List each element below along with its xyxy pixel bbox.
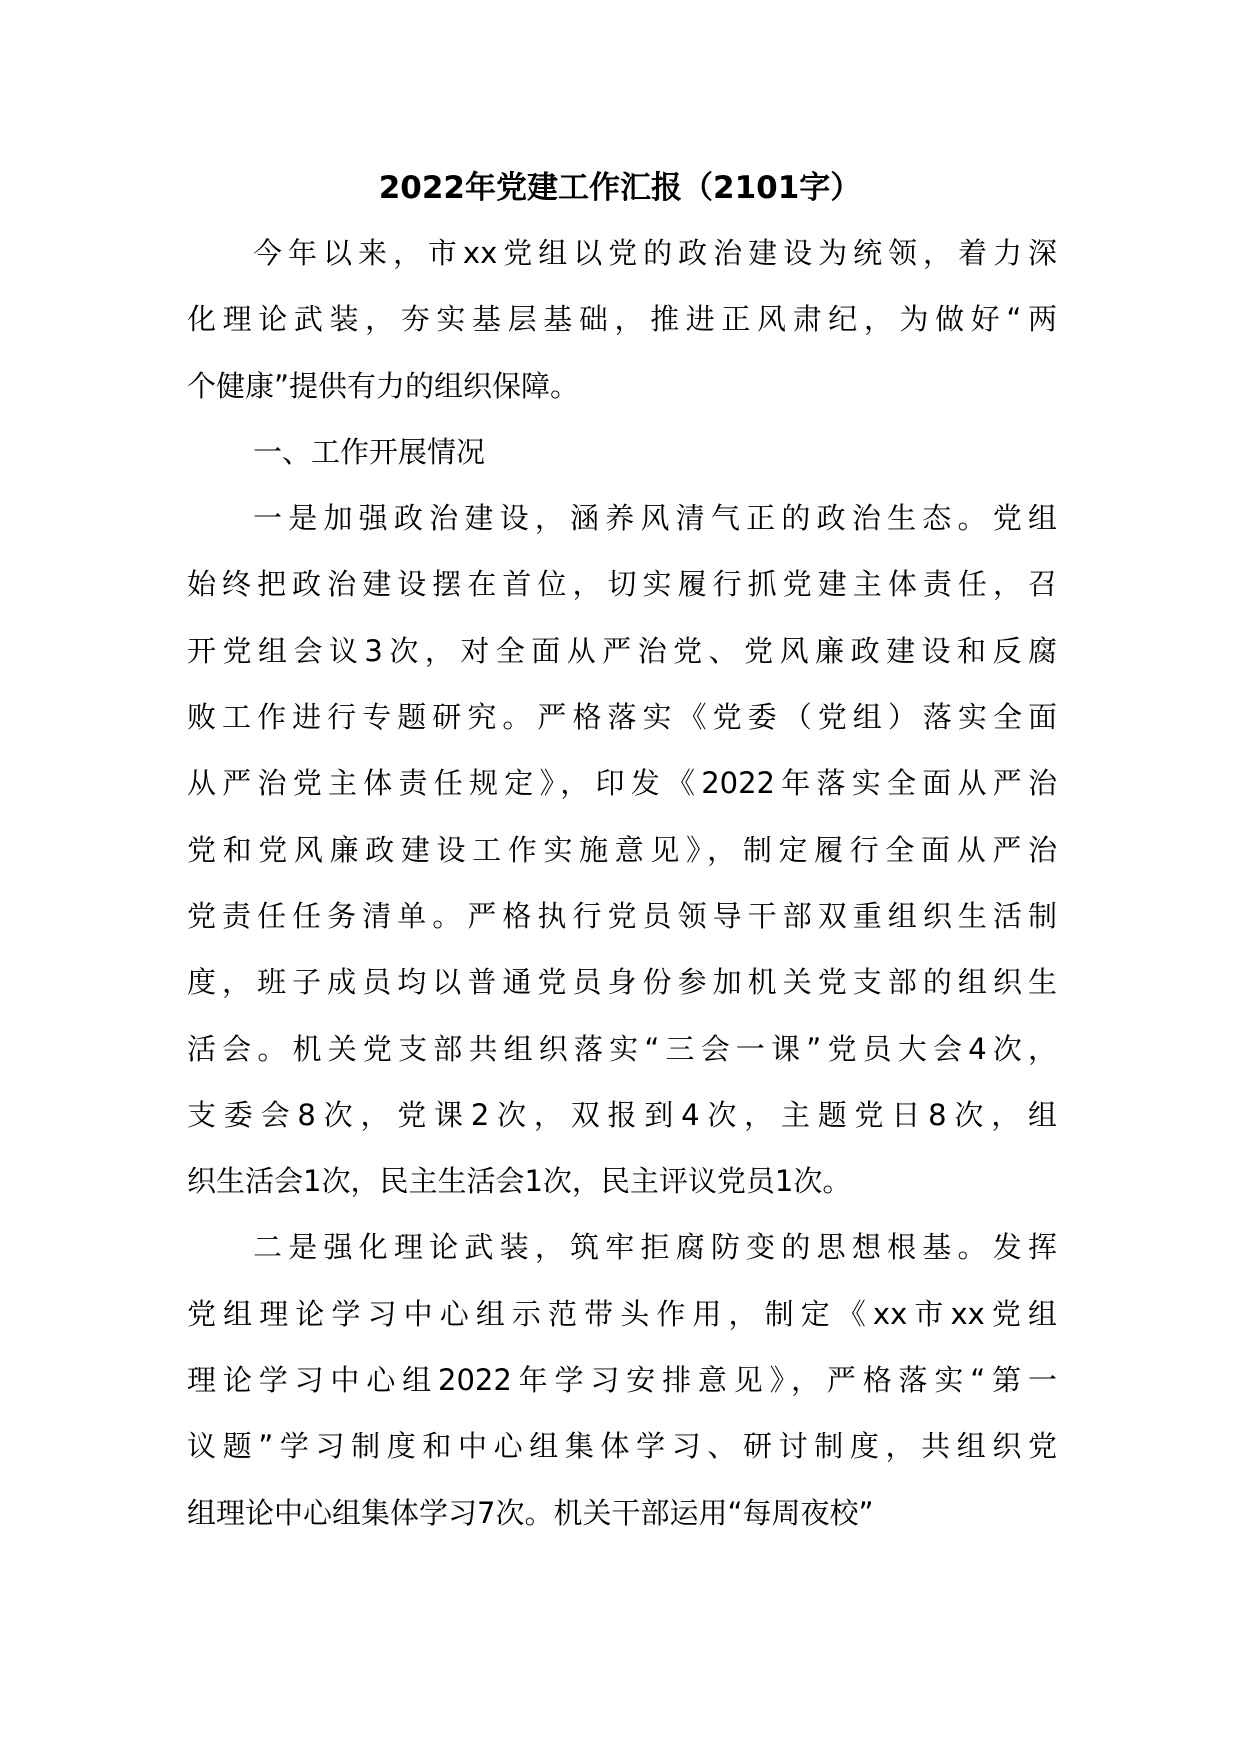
text-line: 一是加强政治建设，涵养风清气正的政治生态。党组	[253, 501, 1057, 536]
document-title: 2022年党建工作汇报（2101字）	[378, 170, 862, 206]
text-line: 党和党风廉政建设工作实施意见》，制定履行全面从严治	[187, 832, 1057, 867]
text-line: 败工作进行专题研究。严格落实《党委（党组）落实全面	[187, 700, 1057, 735]
document-body	[187, 231, 1057, 1557]
text-line: 党组理论学习中心组示范带头作用，制定《xx市xx党组	[187, 1296, 1057, 1331]
text-line: 开党组会议3次，对全面从严治党、党风廉政建设和反腐	[187, 633, 1057, 668]
text-line: 二是强化理论武装，筑牢拒腐防变的思想根基。发挥	[253, 1230, 1057, 1265]
text-line: 组理论中心组集体学习7次。机关干部运用“每周夜校”	[187, 1495, 874, 1530]
text-line: 活会。机关党支部共组织落实“三会一课”党员大会4次，	[187, 1031, 1057, 1066]
text-line: 化理论武装，夯实基层基础，推进正风肃纪，为做好“两	[187, 302, 1057, 337]
text-line: 党责任任务清单。严格执行党员领导干部双重组织生活制	[187, 898, 1057, 933]
text-line: 从严治党主体责任规定》，印发《2022年落实全面从严治	[187, 766, 1057, 801]
text-line: 理论学习中心组2022年学习安排意见》，严格落实“第一	[187, 1363, 1057, 1398]
text-line: 议题”学习制度和中心组集体学习、研讨制度，共组织党	[187, 1429, 1057, 1464]
text-line: 始终把政治建设摆在首位，切实履行抓党建主体责任，召	[187, 567, 1057, 602]
text-line: 支委会8次，党课2次，双报到4次，主题党日8次，组	[187, 1097, 1057, 1132]
text-line: 个健康”提供有力的组织保障。	[187, 368, 580, 403]
text-line: 今年以来，市xx党组以党的政治建设为统领，着力深	[253, 236, 1057, 270]
text-line: 织生活会1次，民主生活会1次，民主评议党员1次。	[187, 1164, 852, 1199]
section-heading: 一、工作开展情况	[253, 434, 486, 469]
text-line: 度，班子成员均以普通党员身份参加机关党支部的组织生	[187, 965, 1057, 1000]
